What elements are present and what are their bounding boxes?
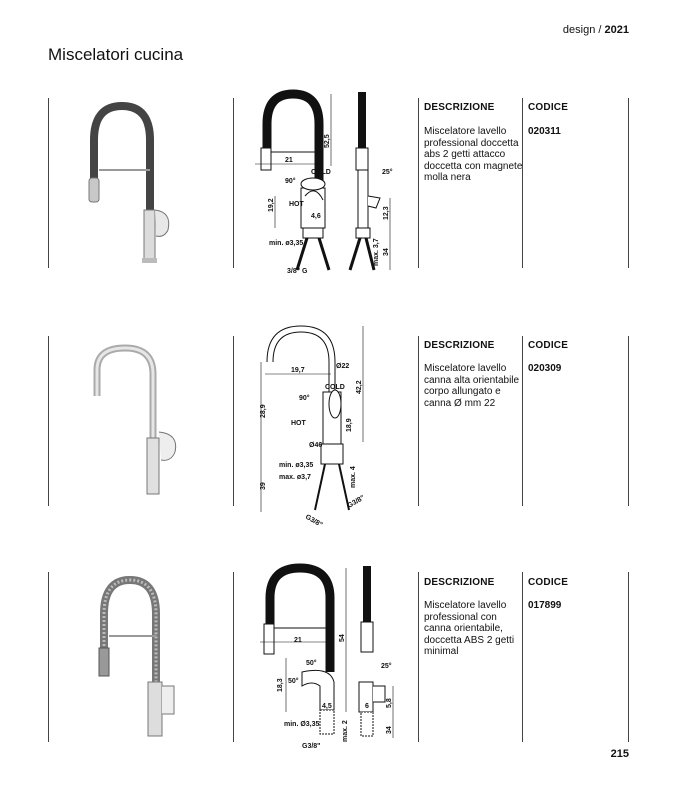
dim-label: G3/8" [346,494,367,510]
dim-label: 25° [381,663,392,670]
code-heading: CODICE [528,102,569,113]
dim-label: 4,6 [311,213,321,220]
header-year: 2021 [604,24,629,36]
dim-label: 6 [365,703,369,710]
dim-label: 21 [294,637,302,644]
dim-label: min. ø3,35 [269,240,304,247]
divider [48,336,49,506]
dim-label: 34 [386,726,393,734]
dim-label: 18,3 [277,678,284,692]
dim-label: G3/8" [302,743,321,750]
divider [48,572,49,742]
dim-label: COLD [311,169,331,176]
dim-label: max. ø3,7 [279,474,311,481]
dim-label: min. ø3,35 [279,462,314,469]
header-label: design [562,24,596,36]
dim-label: Ø22 [336,363,350,370]
dim-label: 19,2 [268,198,275,212]
code-heading: CODICE [528,340,569,351]
page-title: Miscelatori cucina [48,45,184,64]
divider [233,336,234,506]
divider [418,572,419,742]
product-photo [85,340,185,500]
dim-label: 52,5 [324,134,331,148]
divider [48,98,49,268]
product-code: 017899 [528,600,562,611]
dim-label: 50° [306,660,317,667]
dim-label: G3/8" [304,513,324,529]
dim-label: 25° [382,169,393,176]
page-number: 215 [610,748,629,760]
dim-label: 19,7 [291,367,305,374]
dim-label: 21 [285,157,293,164]
code-heading: CODICE [528,577,569,588]
divider [628,336,629,506]
dim-label: 3/8" G [287,268,308,275]
dim-label: 42,2 [356,380,363,394]
description-text: Miscelatore lavello canna alta orientabile corpo allungato e canna Ø mm 22 [424,363,520,409]
dim-label: 5,8 [386,698,393,708]
description-heading: DESCRIZIONE [424,340,495,351]
description-heading: DESCRIZIONE [424,577,495,588]
divider [418,336,419,506]
divider [522,336,523,506]
dim-label: COLD [325,384,345,391]
divider [233,572,234,742]
dim-label: 28,9 [260,404,267,418]
dim-label: 4,5 [322,703,332,710]
dim-label: HOT [289,201,304,208]
description-text: Miscelatore lavello professional con canna orientabile, doccetta ABS 2 getti minimal [424,600,515,657]
dim-label: 12,3 [383,206,390,220]
divider [418,98,419,268]
dim-label: 18,9 [346,418,353,432]
divider [628,98,629,268]
dim-label: max. 4 [350,466,357,488]
dim-label: 54 [339,634,346,642]
page-header: design / 2021 [562,24,629,36]
product-code: 020309 [528,363,562,374]
dim-label: min. Ø3,35 [284,721,320,728]
dim-label: 50° [288,678,299,685]
divider [233,98,234,268]
product-code: 020311 [528,126,561,137]
description-heading: DESCRIZIONE [424,102,495,113]
dim-label: max. 3,7 [373,238,380,266]
product-photo [80,100,180,265]
technical-drawing [245,322,415,529]
dim-label: 34 [383,248,390,256]
product-photo [90,574,190,740]
description-text: Miscelatore lavello professional doccetta abs 2 getti attacco doccetta con magnete molla nera [424,126,523,183]
dim-label: 39 [260,482,267,490]
dim-label: 90° [299,395,310,402]
technical-drawing-side [340,88,410,278]
dim-label: HOT [291,420,306,427]
dim-label: 90° [285,178,296,185]
dim-label: Ø46 [309,442,323,449]
dim-label: max. 2 [342,720,349,742]
divider [628,572,629,742]
